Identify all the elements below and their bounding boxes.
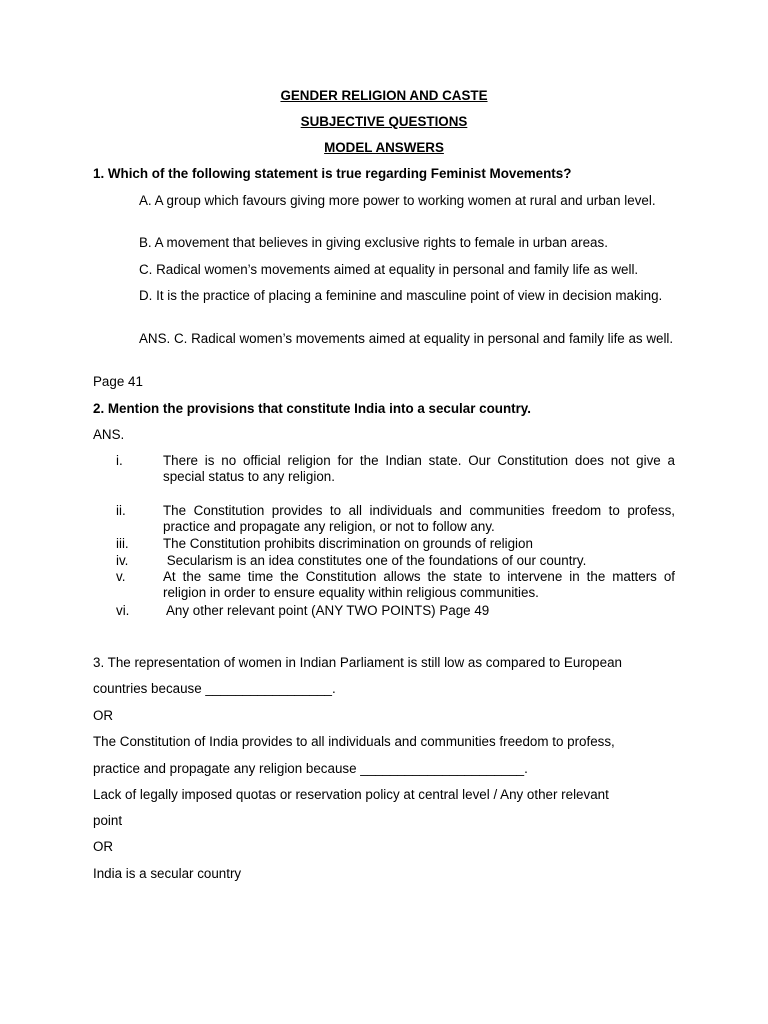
point-text: The Constitution provides to all individuals and communities freedom to profess, practice and propagate any religion, or not to follow any. [163,503,675,534]
section-heading: MODEL ANSWERS [324,140,444,155]
document-title: GENDER RELIGION AND CASTE [280,88,488,103]
question-3-line: countries because _________________. [93,681,336,696]
option-a: A. A group which favours giving more power to working women at rural and urban level. [139,193,656,208]
option-b: B. A movement that believes in giving exclusive rights to female in urban areas. [139,235,608,250]
answer-3-line: Lack of legally imposed quotas or reservation policy at central level / Any other relevant [93,787,609,802]
question-2: 2. Mention the provisions that constitute India into a secular country. [93,401,531,416]
answer-3-alt: India is a secular country [93,866,242,881]
option-c: C. Radical women’s movements aimed at equality in personal and family life as well. [139,262,639,277]
point-text: The Constitution prohibits discrimination on grounds of religion [163,536,533,551]
page-reference-1: Page 41 [93,374,143,389]
question-3-alt-line: practice and propagate any religion because ______________________. [93,761,528,776]
point-number: iii. [116,536,129,551]
answer-3-line: point [93,813,123,828]
point-number: vi. [116,603,130,618]
question-1: 1. Which of the following statement is true regarding Feminist Movements? [93,166,572,181]
or-separator: OR [93,708,114,723]
point-text: There is no official religion for the Indian state. Our Constitution does not give a special status to any religion. [163,453,675,484]
point-text: Secularism is an idea constitutes one of the foundations of our country. [163,553,587,568]
document-subtitle: SUBJECTIVE QUESTIONS [300,114,468,129]
answer-label-2: ANS. [93,427,125,442]
or-separator: OR [93,839,114,854]
point-number: v. [116,569,126,584]
point-text: At the same time the Constitution allows the state to intervene in the matters of religion in order to ensure equality within religious communities. [163,569,675,600]
point-number: ii. [116,503,126,518]
question-3-line: 3. The representation of women in Indian Parliament is still low as compared to European [93,655,622,670]
option-d: D. It is the practice of placing a feminine and masculine point of view in decision making. [139,288,663,303]
point-number: i. [116,453,123,468]
answer-1: ANS. C. Radical women’s movements aimed at equality in personal and family life as well. [139,331,674,346]
point-text: Any other relevant point (ANY TWO POINTS) Page 49 [163,603,490,618]
point-number: iv. [116,553,129,568]
question-3-alt-line: The Constitution of India provides to all individuals and communities freedom to profess, [93,734,615,749]
